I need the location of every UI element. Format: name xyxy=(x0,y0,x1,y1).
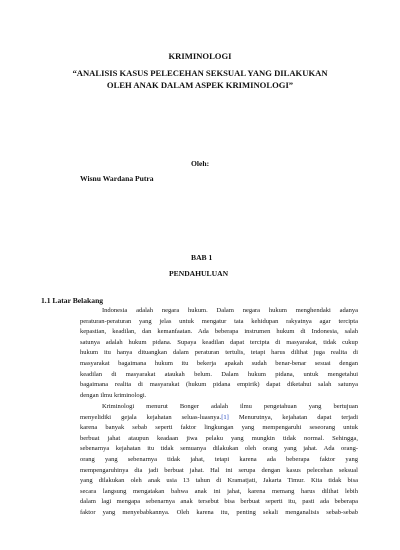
paragraph-line: berbuat jahat ataupun keadaan jiwa pelaku yang mungkin tidak normal. Sehingga, xyxy=(80,434,358,442)
paragraph-line: sebenarnya kejahatan itu tidak semuanya dilakukan oleh orang yang jahat. Ada orang- xyxy=(80,445,358,453)
paragraph-criminology xyxy=(80,402,358,519)
paragraph-text: menyelidiki gejala kejahatan seluas-luasnya. xyxy=(80,413,222,421)
paragraph-line: dengan ilmu kriminologi. xyxy=(80,391,147,399)
paragraph-line: dalam lagi mengapa sebenarnya anak tersebut bisa berbuat seperti itu, pasti ada beberapa xyxy=(80,498,358,506)
document-heading: KRIMINOLOGI xyxy=(168,51,232,61)
paragraph-text: Menurutnya, kejahatan dapat terjadi xyxy=(228,413,358,421)
chapter-number: BAB 1 xyxy=(191,253,213,262)
paragraph-line: masyarakat bagaimana hukum itu bekerja apakah sudah benar-benar sesuai dengan xyxy=(80,359,358,367)
paragraph-intro xyxy=(80,306,358,401)
document-title-line-1: “ANALISIS KASUS PELECEHAN SEKSUAL YANG DILAKUKAN xyxy=(72,68,328,78)
paragraph-line: peraturan-peraturan yang jelas untuk mengatur tata kehidupan rakyatnya agar tercipta xyxy=(80,317,358,325)
paragraph-line xyxy=(80,413,358,424)
footnote-link[interactable]: [1] xyxy=(221,413,229,421)
paragraph-line: bagaimana realita di masyarakat (hukum pidana empirik) dapat diketahui salah satunya xyxy=(80,381,358,389)
paragraph-line: yang dilakukan oleh anak usia 13 tahun di Kramatjati, Jakarta Timur. Kita tidak bisa xyxy=(80,477,358,485)
paragraph-line: Indonesia adalah negara hukum. Dalam negara hukum menghendaki adanya xyxy=(102,307,358,314)
author-name: Wisnu Wardana Putra xyxy=(80,174,154,183)
chapter-title: PENDAHULUAN xyxy=(169,269,229,278)
document-title-line-2: OLEH ANAK DALAM ASPEK KRIMINOLOGI” xyxy=(106,80,294,90)
paragraph-line: secara langsung mengatakan bahwa anak ini jahat, karena memang harus dilihat lebih xyxy=(80,487,358,495)
paragraph-line: Kriminologi menurut Bonger adalah ilmu pengetahuan yang bertujuan xyxy=(102,403,358,410)
paragraph-line: faktor yang menyebabkannya. Oleh karena itu, penting sekali menganalisis sebab-sebab xyxy=(80,508,358,516)
paragraph-line: satunya adalah hukum pidana. Supaya keadilan dapat tercipta di masyarakat, tidak cukup xyxy=(80,338,358,346)
paragraph-line: karena banyak sebab seperti faktor lingkungan yang mempengaruhi seseorang untuk xyxy=(80,424,358,432)
paragraph-line: hukum itu hanya dituangkan dalam peraturan tertulis, tetapi harus dilihat juga realita di xyxy=(80,349,358,357)
section-heading: 1.1 Latar Belakang xyxy=(41,296,104,305)
paragraph-line: kepastian, keadilan, dan kemanfaatan. Ada beberapa instrumen hukum di Indonesia, salah xyxy=(80,328,358,336)
paragraph-line: orang yang sebenarnya tidak jahat, tetapi karena ada beberapa faktor yang xyxy=(80,455,358,463)
paragraph-line: keadilan di masyarakat ataukah belum. Dalam hukum pidana, untuk mengetahui xyxy=(80,370,358,378)
paragraph-line: mempengaruhinya dia jadi berbuat jahat. Hal ini serupa dengan kasus pelecehan seksual xyxy=(80,466,358,474)
by-label: Oleh: xyxy=(191,159,210,168)
